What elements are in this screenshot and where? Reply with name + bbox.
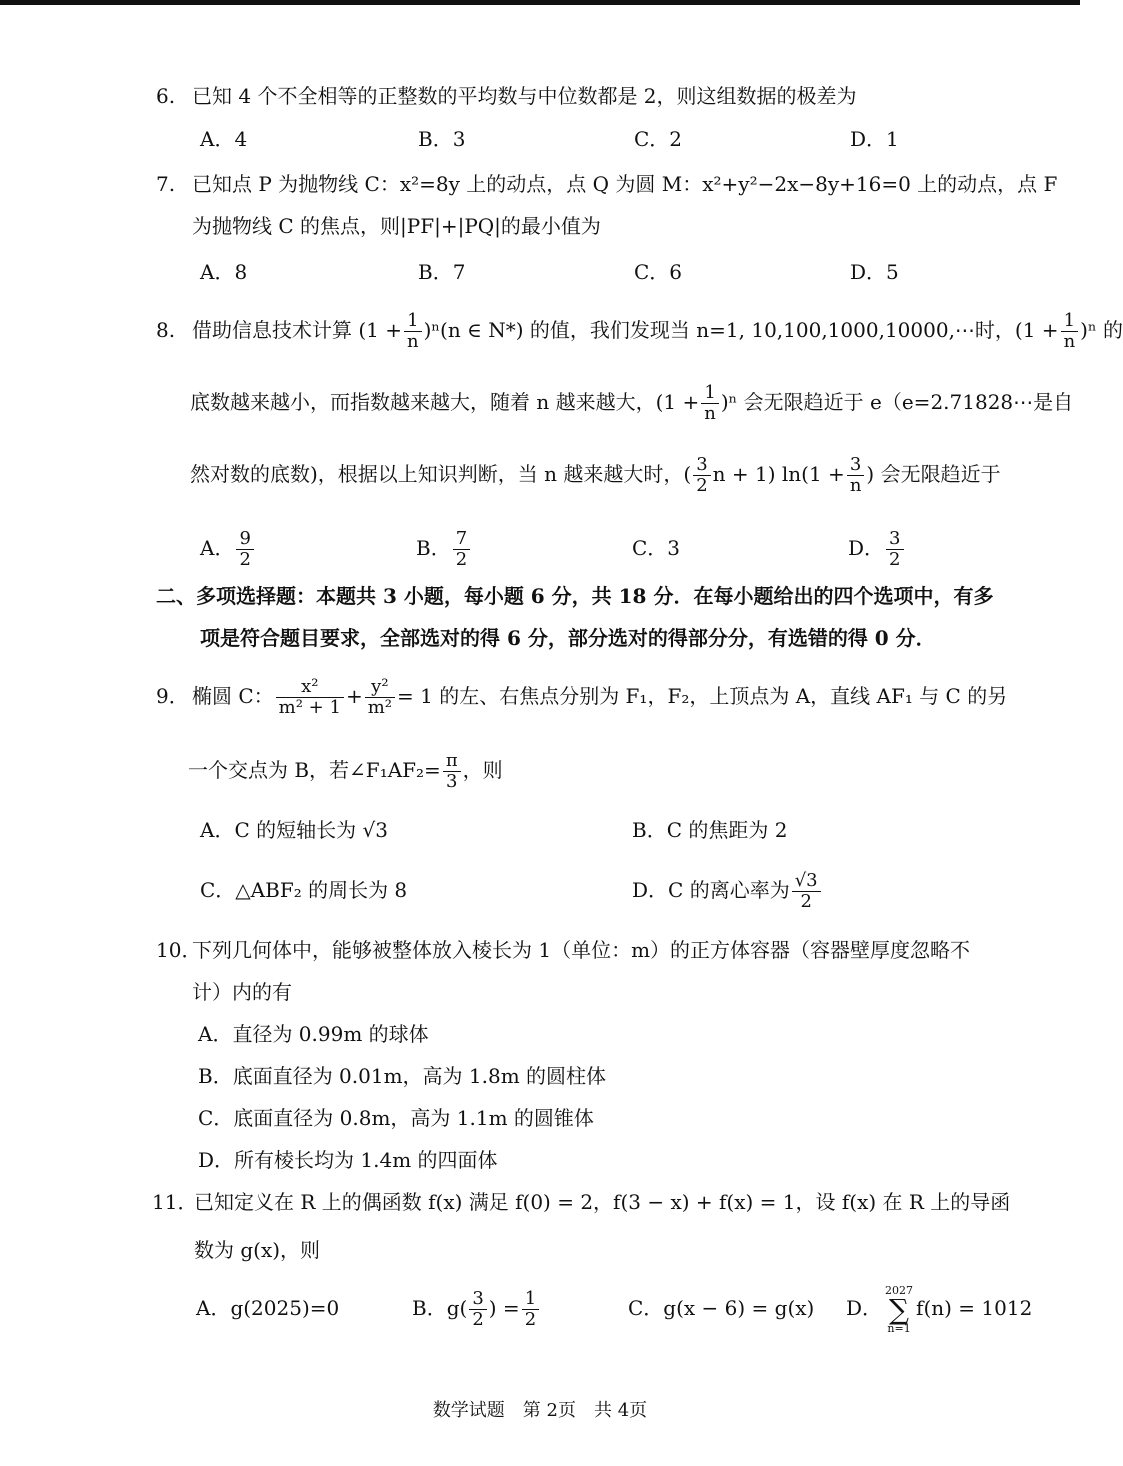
- q9-option-b: B．C 的焦距为 2: [632, 818, 788, 842]
- question-text: ) 会无限趋近于: [866, 462, 1001, 486]
- question-text: 已知点 P 为抛物线 C：x²=8y 上的动点，点 Q 为圆 M：x²+y²−2x−8y+16=0 上的动点，点 F: [192, 172, 1058, 196]
- question-9-line2: [188, 746, 503, 794]
- q6-option-c: C．2: [634, 127, 683, 151]
- q6-option-b: B．3: [418, 127, 466, 151]
- question-7: [156, 172, 1057, 196]
- question-number: 10．: [156, 938, 202, 962]
- fraction: $\frac{1}{n}$: [1061, 311, 1079, 352]
- q10-option-d: D．所有棱长均为 1.4m 的四面体: [198, 1148, 498, 1172]
- section-heading: 二、多项选择题：本题共 3 小题，每小题 6 分，共 18 分．在每小题给出的四个选项中，有多: [156, 584, 994, 608]
- fraction: $\frac{3}{n}$: [847, 455, 865, 496]
- question-10: [156, 938, 970, 962]
- question-text: )ⁿ 的: [1080, 318, 1123, 342]
- q10-option-a: A．直径为 0.99m 的球体: [198, 1022, 429, 1046]
- section-heading-line2: 项是符合题目要求，全部选对的得 6 分，部分选对的得部分分，有选错的得 0 分．: [200, 626, 936, 650]
- fraction: $\frac{3}{2}$: [693, 455, 710, 496]
- fraction: $\frac{\text{x²}}{\text{m² + 1}}$: [276, 677, 344, 718]
- q7-option-a: A．8: [200, 260, 248, 284]
- q8-option-b: B． $\frac{7}{2}$: [416, 524, 472, 572]
- fraction: $\frac{3}{2}$: [886, 529, 903, 570]
- q6-option-d: D．1: [850, 127, 899, 151]
- q6-option-a: A．4: [200, 127, 248, 151]
- fraction: $\frac{1}{2}$: [522, 1289, 539, 1330]
- q11-option-c: C．g(x − 6) = g(x): [628, 1296, 815, 1320]
- q9-option-a: A．C 的短轴长为 √3: [200, 818, 388, 842]
- question-11-line2: 数为 g(x)，则: [194, 1238, 321, 1262]
- question-text: 已知定义在 R 上的偶函数 f(x) 满足 f(0) = 2，f(3 − x) + f(x) = 1，设 f(x) 在 R 上的导函: [194, 1190, 1011, 1214]
- q9-option-d: D．C 的离心率为 $\frac{√3}{2}$: [632, 866, 823, 914]
- question-7-line2: 为抛物线 C 的焦点，则|PF|+|PQ|的最小值为: [192, 214, 601, 238]
- question-10-line2: 计）内的有: [192, 980, 292, 1004]
- q7-option-d: D．5: [850, 260, 899, 284]
- question-number: 7.: [156, 172, 176, 196]
- q11-option-b: B．g( $\frac{3}{2}$ ) = $\frac{1}{2}$: [412, 1284, 541, 1332]
- question-text: 下列几何体中，能够被整体放入棱长为 1（单位：m）的正方体容器（容器壁厚度忽略不: [192, 938, 971, 962]
- question-6: [156, 84, 857, 108]
- summation: 2027 ∑ n=1: [885, 1283, 914, 1335]
- question-number: 9．: [156, 684, 189, 708]
- question-11: [152, 1190, 1010, 1214]
- q9-option-c: C．△ABF₂ 的周长为 8: [200, 878, 408, 902]
- q11-option-d: D．2027 ∑ n=1f(n) = 1012: [846, 1283, 1033, 1335]
- question-text: )ⁿ(n ∈ N*) 的值，我们发现当 n=1, 10,100,1000,10000,⋯时，(1 +: [423, 318, 1059, 342]
- question-number: 8.: [156, 318, 176, 342]
- question-text: ，则: [462, 758, 503, 782]
- q8-option-d: D． $\frac{3}{2}$: [848, 524, 906, 572]
- question-text: 一个交点为 B，若∠F₁AF₂=: [188, 758, 441, 782]
- fraction: $\frac{1}{n}$: [404, 311, 422, 352]
- question-text: 底数越来越小，而指数越来越大，随着 n 越来越大，(1 +: [190, 390, 700, 414]
- question-text: )ⁿ 会无限趋近于 e（e=2.71828⋯是自: [720, 390, 1074, 414]
- fraction: $\frac{9}{2}$: [236, 529, 253, 570]
- q10-option-c: C．底面直径为 0.8m，高为 1.1m 的圆锥体: [198, 1106, 594, 1130]
- fraction: $\frac{1}{n}$: [701, 383, 719, 424]
- question-number: 11．: [152, 1190, 198, 1214]
- top-border: [0, 0, 1080, 5]
- question-number: 6.: [156, 84, 176, 108]
- q8-option-a: A． $\frac{9}{2}$: [200, 524, 256, 572]
- question-text: n + 1) ln(1 +: [712, 462, 845, 486]
- q8-option-c: C．3: [632, 536, 681, 560]
- question-text: 然对数的底数)，根据以上知识判断，当 n 越来越大时，(: [190, 462, 692, 486]
- question-8: [156, 308, 1123, 352]
- fraction: $\frac{7}{2}$: [453, 529, 470, 570]
- q10-option-b: B．底面直径为 0.01m，高为 1.8m 的圆柱体: [198, 1064, 607, 1088]
- question-9: 9． 椭圆 C： $\frac{\text{x²}}{\text{m² + 1}}$ + $\frac{\text{y²}}{\text{m²}}$ = 1 的左、右焦点分别为 F₁，F₂，上顶点为 A，直线 AF₁ 与 C 的另: [156, 672, 1007, 720]
- q7-option-c: C．6: [634, 260, 683, 284]
- q11-option-a: A．g(2025)=0: [196, 1296, 340, 1320]
- fraction: $\frac{\text{y²}}{\text{m²}}$: [365, 677, 395, 718]
- fraction: $\frac{3}{2}$: [469, 1289, 486, 1330]
- question-8-line3: [190, 452, 1001, 496]
- question-text: 借助信息技术计算 (1 +: [192, 318, 402, 342]
- question-text: = 1 的左、右焦点分别为 F₁，F₂，上顶点为 A，直线 AF₁ 与 C 的另: [397, 684, 1008, 708]
- q7-option-b: B．7: [418, 260, 466, 284]
- question-text: 已知 4 个不全相等的正整数的平均数与中位数都是 2，则这组数据的极差为: [192, 84, 857, 108]
- question-text: 椭圆 C：: [192, 684, 274, 708]
- fraction: $\frac{\pi}{3}$: [443, 751, 461, 792]
- page-footer: 数学试题 第 2页 共 4页: [432, 1400, 648, 1421]
- fraction: $\frac{√3}{2}$: [792, 871, 821, 912]
- question-8-line2: [190, 380, 1073, 424]
